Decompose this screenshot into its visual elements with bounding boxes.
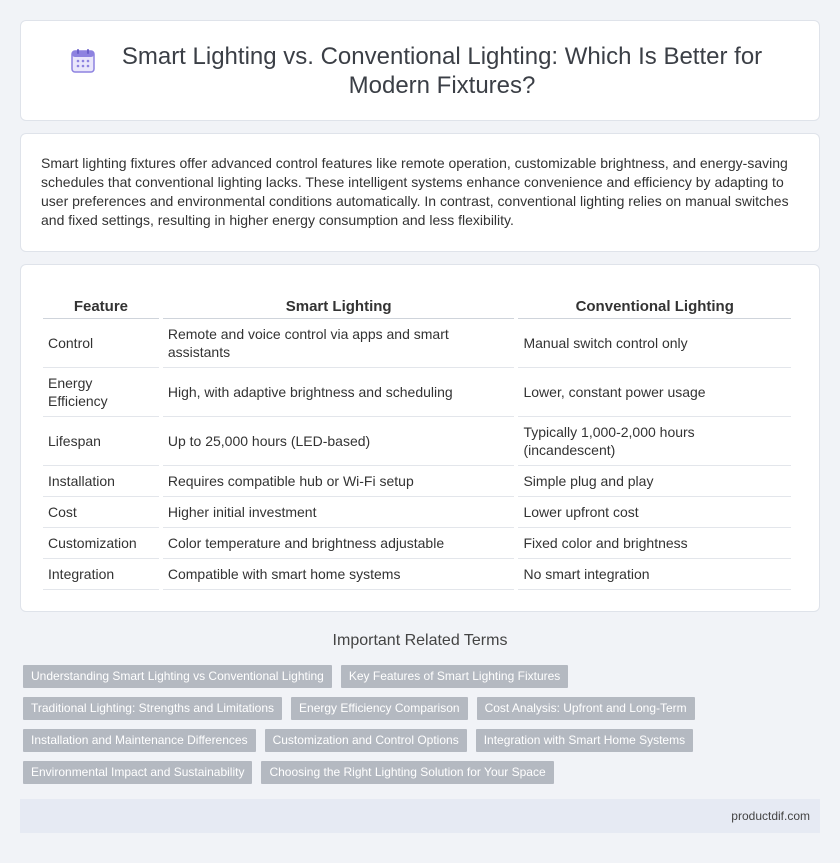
related-term-tag[interactable]: Cost Analysis: Upfront and Long-Term <box>477 697 695 720</box>
intro-card <box>20 133 820 252</box>
tag-row <box>23 729 823 752</box>
footer <box>20 799 820 833</box>
header-card <box>20 20 820 121</box>
table-cell: Customization <box>43 528 159 559</box>
table-cell: Cost <box>43 497 159 528</box>
table-row <box>43 528 791 559</box>
table-row <box>43 559 791 590</box>
table-cell: High, with adaptive brightness and scheduling <box>163 368 515 417</box>
comparison-table-card <box>20 264 820 612</box>
table-cell: Lower upfront cost <box>518 497 791 528</box>
table-cell: No smart integration <box>518 559 791 590</box>
intro-paragraph: Smart lighting fixtures offer advanced control features like remote operation, customizable brightness, and energy-saving schedules that conventional lighting lacks. These intelligent systems enhance convenience and efficiency by adapting to user preferences and environmental conditions automatically. In contrast, conventional lighting relies on manual switches and fixed settings, resulting in higher energy consumption and less flexibility. <box>41 155 789 228</box>
footer-site-link[interactable]: productdif.com <box>731 809 810 823</box>
table-row <box>43 417 791 466</box>
column-header-conventional-lighting: Conventional Lighting <box>518 293 791 319</box>
tag-row <box>23 697 823 720</box>
column-header-smart-lighting: Smart Lighting <box>163 293 515 319</box>
related-term-tag[interactable]: Understanding Smart Lighting vs Conventional Lighting <box>23 665 332 688</box>
table-cell: Manual switch control only <box>518 319 791 368</box>
table-cell: Integration <box>43 559 159 590</box>
related-term-tag[interactable]: Environmental Impact and Sustainability <box>23 761 252 784</box>
related-terms-heading: Important Related Terms <box>332 632 508 649</box>
table-row <box>43 497 791 528</box>
table-cell: Remote and voice control via apps and smart assistants <box>163 319 515 368</box>
table-cell: Control <box>43 319 159 368</box>
table-cell: Energy Efficiency <box>43 368 159 417</box>
table-cell: Lifespan <box>43 417 159 466</box>
table-row <box>43 319 791 368</box>
table-cell: Higher initial investment <box>163 497 515 528</box>
page-title: Smart Lighting vs. Conventional Lighting: Which Is Better for Modern Fixtures? <box>121 42 763 99</box>
table-cell: Installation <box>43 466 159 497</box>
calendar-icon <box>70 48 96 74</box>
related-term-tag[interactable]: Customization and Control Options <box>265 729 467 752</box>
table-row <box>43 466 791 497</box>
tag-row <box>23 761 823 784</box>
table-cell: Fixed color and brightness <box>518 528 791 559</box>
table-row <box>43 368 791 417</box>
related-term-tag[interactable]: Choosing the Right Lighting Solution for Your Space <box>261 761 553 784</box>
related-terms-tags <box>23 665 823 793</box>
column-header-feature: Feature <box>43 293 159 319</box>
table-cell: Compatible with smart home systems <box>163 559 515 590</box>
table-cell: Simple plug and play <box>518 466 791 497</box>
table-cell: Color temperature and brightness adjustable <box>163 528 515 559</box>
table-cell: Up to 25,000 hours (LED-based) <box>163 417 515 466</box>
related-term-tag[interactable]: Traditional Lighting: Strengths and Limitations <box>23 697 282 720</box>
table-cell: Requires compatible hub or Wi-Fi setup <box>163 466 515 497</box>
related-term-tag[interactable]: Installation and Maintenance Differences <box>23 729 256 752</box>
table-cell: Lower, constant power usage <box>518 368 791 417</box>
table-cell: Typically 1,000-2,000 hours (incandescent) <box>518 417 791 466</box>
tag-row <box>23 665 823 688</box>
related-term-tag[interactable]: Key Features of Smart Lighting Fixtures <box>341 665 568 688</box>
related-term-tag[interactable]: Integration with Smart Home Systems <box>476 729 693 752</box>
comparison-table <box>39 293 795 590</box>
table-header-row <box>43 293 791 319</box>
related-term-tag[interactable]: Energy Efficiency Comparison <box>291 697 468 720</box>
